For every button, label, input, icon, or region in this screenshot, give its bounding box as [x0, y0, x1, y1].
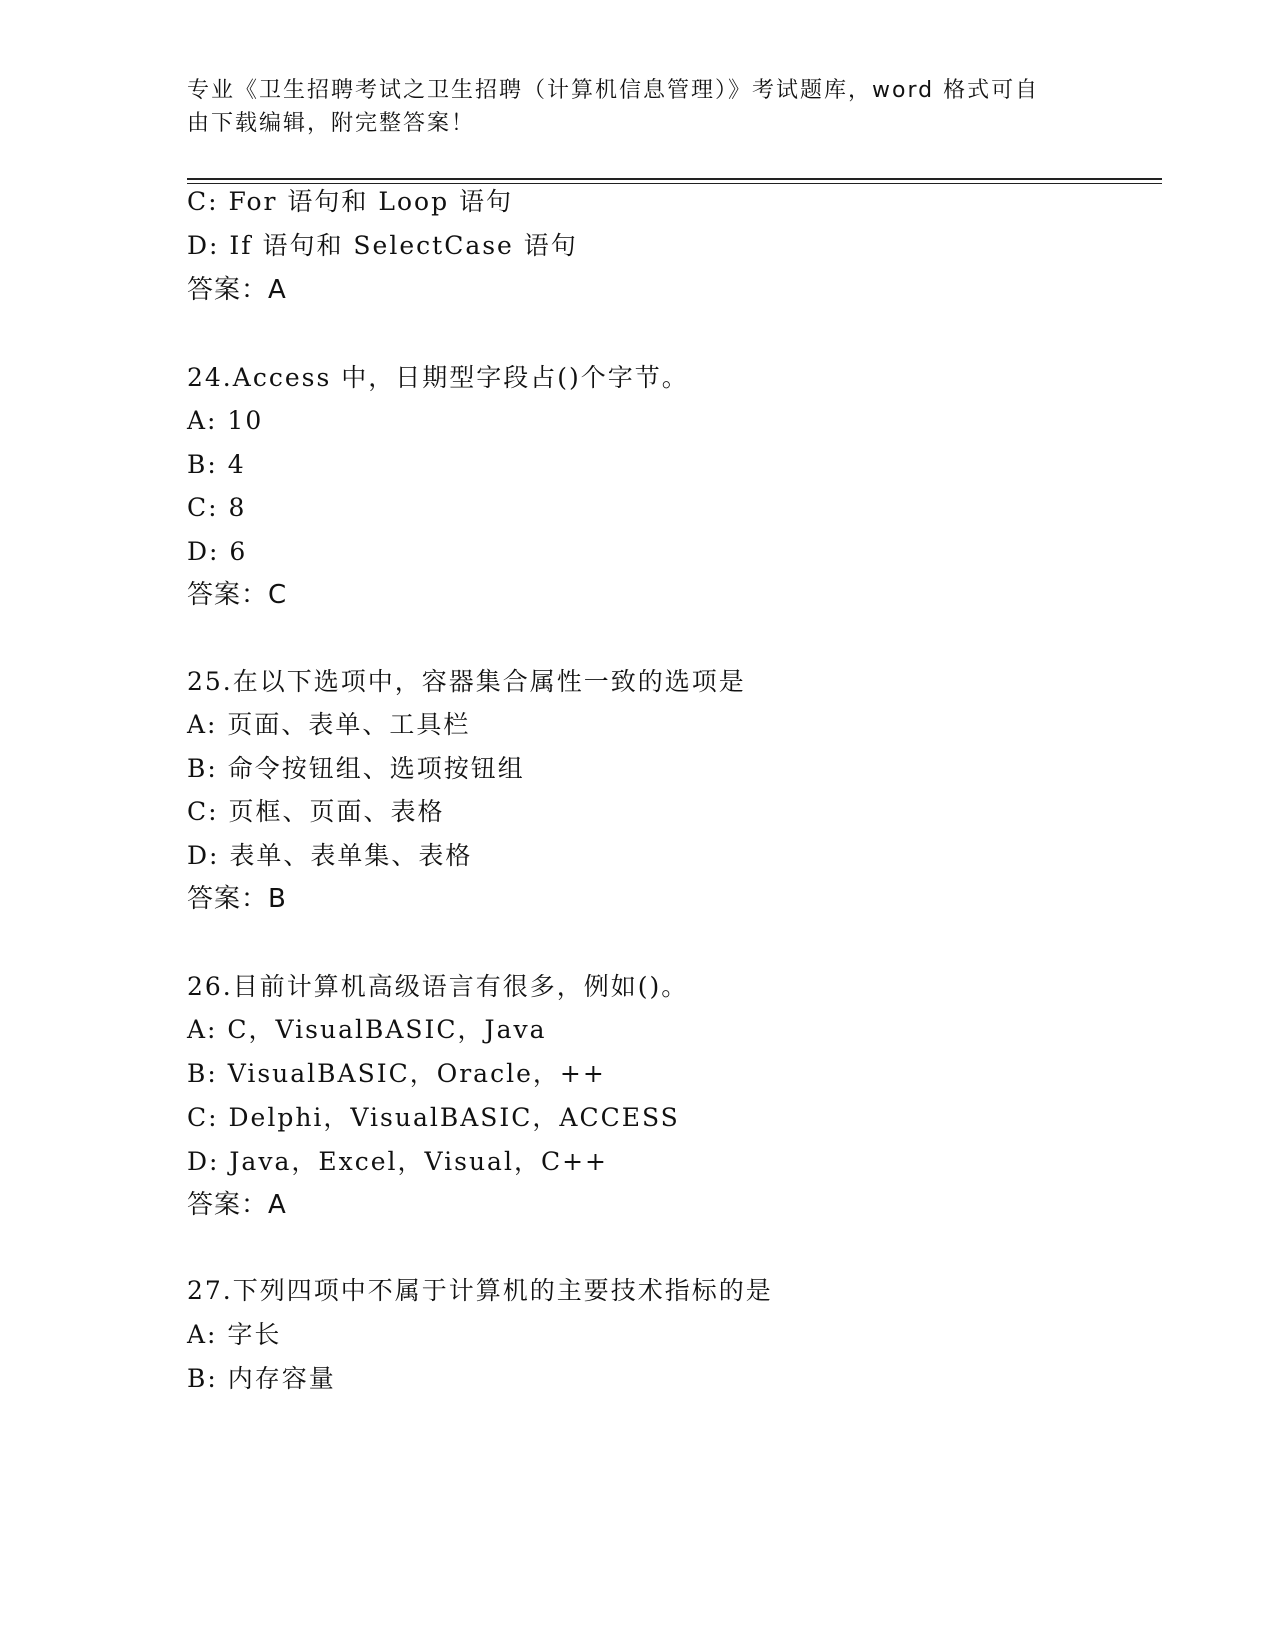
question-27-stem: 27.下列四项中不属于计算机的主要技术指标的是 [187, 1276, 773, 1305]
question-26-option-b: B: VisualBASIC，Oracle，++ [187, 1059, 606, 1088]
question-24-option-b: B: 4 [187, 450, 246, 479]
prev-option-c: C: For 语句和 Loop 语句 [187, 187, 514, 216]
question-26-stem: 26.目前计算机高级语言有很多，例如()。 [187, 972, 689, 1001]
question-24-option-c: C: 8 [187, 493, 247, 522]
question-25-option-d: D: 表单、表单集、表格 [187, 841, 473, 870]
question-25-option-b: B: 命令按钮组、选项按钮组 [187, 754, 525, 783]
question-26-option-d: D: Java，Excel，Visual，C++ [187, 1147, 608, 1176]
question-26-answer: 答案：A [187, 1190, 287, 1220]
header-divider [187, 178, 1162, 184]
question-26-option-a: A: C，VisualBASIC，Java [187, 1015, 547, 1044]
question-27-option-b: B: 内存容量 [187, 1364, 336, 1393]
question-25-option-a: A: 页面、表单、工具栏 [187, 710, 471, 739]
question-25-stem: 25.在以下选项中，容器集合属性一致的选项是 [187, 667, 746, 696]
prev-answer: 答案：A [187, 275, 287, 305]
question-24-option-d: D: 6 [187, 537, 248, 566]
question-24-stem: 24.Access 中，日期型字段占()个字节。 [187, 363, 689, 392]
question-24-answer: 答案：C [187, 580, 288, 610]
header-line-2: 由下载编辑，附完整答案！ [187, 111, 476, 136]
question-25-answer: 答案：B [187, 884, 287, 914]
header-line-1: 专业《卫生招聘考试之卫生招聘（计算机信息管理）》考试题库，word 格式可自 [187, 78, 1040, 103]
document-header [187, 74, 1067, 140]
question-25-option-c: C: 页框、页面、表格 [187, 797, 445, 826]
prev-option-d: D: If 语句和 SelectCase 语句 [187, 231, 578, 260]
question-26-option-c: C: Delphi，VisualBASIC，ACCESS [187, 1103, 680, 1132]
question-24-option-a: A: 10 [187, 406, 264, 435]
question-27-option-a: A: 字长 [187, 1320, 282, 1349]
